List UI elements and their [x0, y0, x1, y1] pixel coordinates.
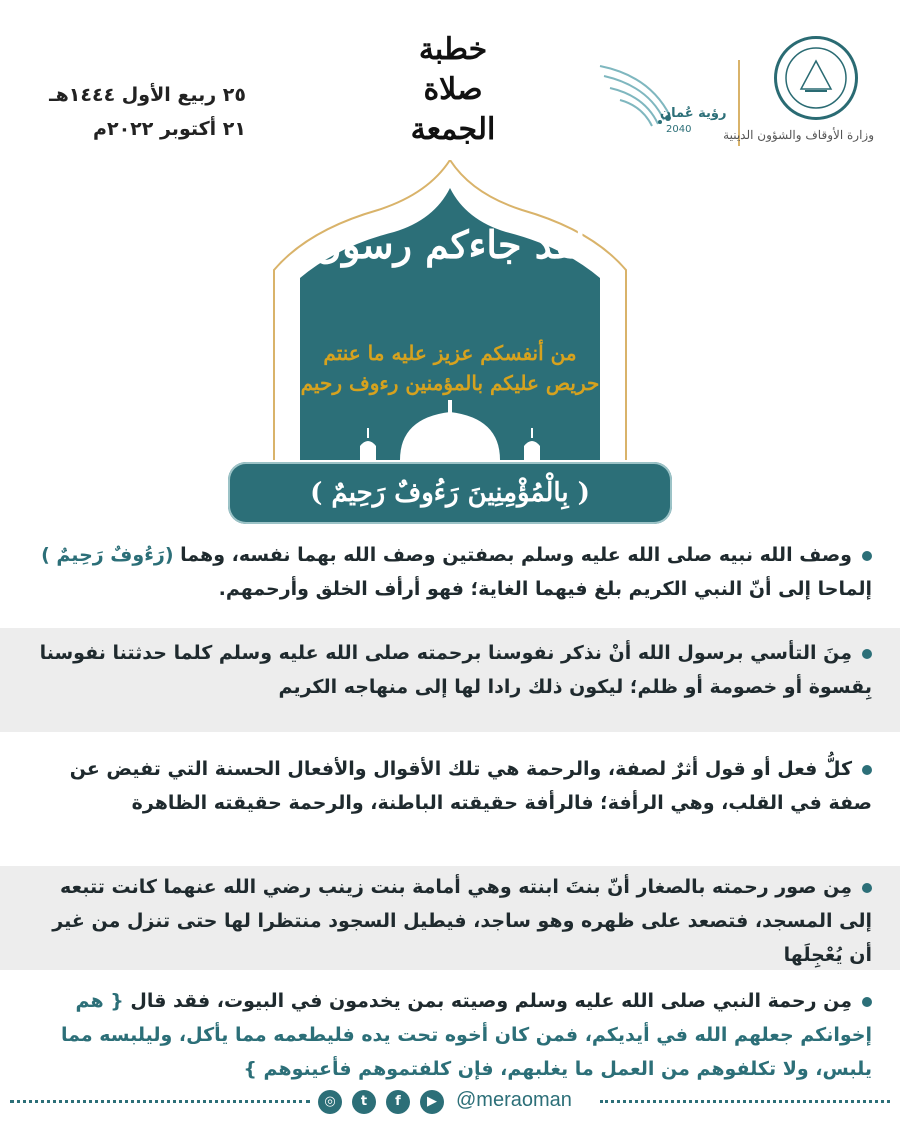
paragraph-4 [27, 870, 872, 972]
paragraph-1 [27, 538, 872, 606]
bullet-icon [862, 649, 872, 659]
verse-calligraphy-white: لقد جاءكم رسول [314, 222, 586, 267]
paragraph-3-text: كلُّ فعل أو قول أثرٌ لصفة، والرحمة هي تلك الأقوال والأفعال الحسنة التي تفيض عن صفة في القلب، وهي الرأفة؛ فالرأفة حقيقته الباطنة، والرحمة حقيقته الظاهرة [69, 758, 872, 814]
verse-calligraphy-gold: من أنفسكم عزيز عليه ما عنتم حريص عليكم بالمؤمنين رءوف رحيم [300, 341, 600, 395]
banner-text: ( بِالْمُؤْمِنِينَ رَءُوفٌ رَحِيمٌ ) [310, 478, 590, 508]
social-handle[interactable]: @meraoman [456, 1089, 572, 1111]
vision-logo-text: رؤية عُمان [660, 106, 727, 121]
ministry-logo [723, 36, 880, 156]
paragraph-2 [27, 636, 872, 704]
instagram-icon[interactable]: ◎ [318, 1090, 342, 1114]
paragraph-1-highlight: (رَءُوفٌ رَحِيمٌ ) [41, 544, 174, 566]
paragraph-5 [27, 984, 872, 1086]
date-block [36, 78, 246, 146]
ministry-name: وزارة الأوقاف والشؤون الدينية [723, 128, 874, 142]
footer-divider-left [10, 1100, 310, 1103]
hijri-date: ٢٥ ربيع الأول ١٤٤٤هـ [49, 84, 246, 106]
bullet-icon [862, 997, 872, 1007]
twitter-icon[interactable]: t [352, 1090, 376, 1114]
vision-swirl-icon [590, 46, 730, 146]
oman-vision-logo [590, 46, 730, 146]
paragraph-1-text-before: وصف الله نبيه صلى الله عليه وسلم بصفتين وصف الله بهما نفسه، وهما [173, 544, 852, 566]
paragraph-4-text: مِن صور رحمته بالصغار أنّ بنتَ ابنته وهي أمامة بنت زينب رضي الله عنهما كانت تتبعه إلى المسجد، فتصعد على ظهره وهو ساجد، فيطيل السجود منتظرا لها حتى تنزل من غير أن يُعْجِلَها [52, 876, 872, 966]
bullet-icon [862, 765, 872, 775]
khutbah-logo [388, 30, 518, 147]
facebook-icon[interactable]: f [386, 1090, 410, 1114]
bullet-icon [862, 551, 872, 561]
footer-divider-right [600, 1100, 890, 1103]
paragraph-5-text-before: مِن رحمة النبي صلى الله عليه وسلم وصيته بمن يخدمون في البيوت، فقد قال [123, 990, 852, 1012]
hero-arch [268, 160, 632, 460]
arch-frame-icon [268, 160, 632, 460]
paragraph-3 [27, 752, 872, 820]
paragraph-1-text-after: إلماحا إلى أنّ النبي الكريم بلغ فيهما الغاية؛ فهو أرأف الخلق وأرحمهم. [218, 578, 872, 600]
paragraph-5-hadith: { هم إخوانكم جعلهم الله في أيديكم، فمن كان أخوه تحت يده فليطعمه مما يأكل، وليلبسه مما يلبس، ولا تكلفوهم من العمل ما يغلبهم، فإن كلفتموهم فأعينوهم } [60, 990, 872, 1080]
title-banner [228, 462, 672, 524]
ministry-seal-icon [774, 36, 858, 120]
gregorian-date: ٢١ أكتوبر ٢٠٢٢م [93, 118, 246, 140]
youtube-icon[interactable]: ▶ [420, 1090, 444, 1114]
khutbah-logo-text: خطبة صلاة الجمعة [410, 32, 496, 147]
bullet-icon [862, 883, 872, 893]
vision-year: 2040 [666, 124, 692, 135]
paragraph-2-text: مِنَ التأسي برسول الله أنْ نذكر نفوسنا برحمته صلى الله عليه وسلم كلما حدثتنا نفوسنا بِقسوة أو خصومة أو ظلم؛ ليكون ذلك رادا لها إلى منهاجه الكريم [39, 642, 872, 698]
